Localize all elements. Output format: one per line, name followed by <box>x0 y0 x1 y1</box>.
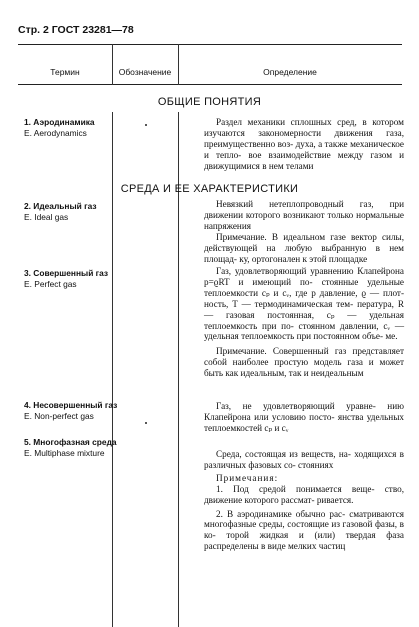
definition-4-text: Газ, не удовлетворяющий уравне- нию Клапейрона или условию посто- янства удельных теплоемкостей cₚ и cᵥ <box>204 401 404 433</box>
term-2-ru: 2. Идеальный газ <box>24 201 97 211</box>
term-2-en: E. Ideal gas <box>24 211 69 222</box>
term-4 <box>24 400 117 421</box>
term-5-en: E. Multiphase mixture <box>24 447 105 458</box>
notation-dot <box>145 422 147 424</box>
definition-5-notes-title: Примечания: <box>216 472 279 483</box>
definition-4 <box>204 401 404 434</box>
column-divider-1 <box>112 44 113 85</box>
term-4-ru: 4. Несовершенный газ <box>24 400 118 410</box>
term-1 <box>24 117 95 138</box>
definition-3 <box>204 266 404 379</box>
term-1-ru: 1. Аэродинамика <box>24 117 95 127</box>
definition-2 <box>204 199 404 264</box>
column-divider-2 <box>178 44 179 85</box>
term-5-ru: 5. Многофазная среда <box>24 437 117 447</box>
definition-2-text: Невязкий нетеплопроводный газ, при движении которого возникают только нормальные напряжения <box>204 199 404 231</box>
table-top-rule <box>18 44 402 45</box>
term-4-en: E. Non-perfect gas <box>24 410 94 421</box>
definition-3-note: Примечание. Совершенный газ представляет собой наиболее простую модель газа и может быть как идеальным, так и неидеальным <box>204 346 405 379</box>
term-3-ru: 3. Совершенный газ <box>24 268 109 278</box>
definition-5-note-2: 2. В аэродинамике обычно рас- сматриваются многофазные среды, состоящие из газовой фазы, в ко- торой жидкая и (или) твердая фаза распределены в виде мелких частиц <box>204 508 405 552</box>
definition-1 <box>204 117 404 172</box>
definition-5-note-1: 1. Под средой понимается веще- ство, движение которого рассмат- ривается. <box>204 483 404 505</box>
definition-2-note: Примечание. В идеальном газе вектор силы, действующей на любую выбранную в нем площад- ку, ортогонален к этой площадке <box>204 231 405 264</box>
term-5 <box>24 437 117 458</box>
page-header: Стр. 2 ГОСТ 23281—78 <box>18 24 134 36</box>
definition-3-text: Газ, удовлетворяющий уравнению Клапейрона p=ϱRT и имеющий по- стоянные удельные теплоемкости cₚ и cᵥ, где p давление, ϱ — плот- ность, T — термодинамическая тем- пература, R — газовая постоянная, cₚ — удельная теплоемкость при по- стоянном давлении, cᵥ — удельная теплоемкость при постоянном объе- ме. <box>204 266 405 342</box>
column-header-notation: Обозначение <box>118 67 172 77</box>
section-heading-media: СРЕДА И ЕЕ ХАРАКТЕРИСТИКИ <box>120 183 299 195</box>
notation-dot <box>145 124 147 126</box>
term-3 <box>24 268 108 289</box>
column-header-term: Термин <box>50 67 80 77</box>
term-2 <box>24 201 97 222</box>
definition-5-text: Среда, состоящая из веществ, на- ходящихся в различных фазовых со- стояниях <box>204 449 404 470</box>
term-1-en: E. Aerodynamics <box>24 127 87 138</box>
column-header-definition: Определение <box>263 67 317 77</box>
definition-1-text: Раздел механики сплошных сред, в котором изучаются закономерности движения газа, преимущественно воз- духа, а также механическое и тепло- вое взаимодействие между газом и движущимися в нем телами <box>204 117 405 171</box>
section-heading-general: ОБЩИЕ ПОНЯТИЯ <box>157 96 262 108</box>
definition-5 <box>204 449 404 552</box>
header-bottom-rule <box>18 84 402 85</box>
term-3-en: E. Perfect gas <box>24 278 77 289</box>
